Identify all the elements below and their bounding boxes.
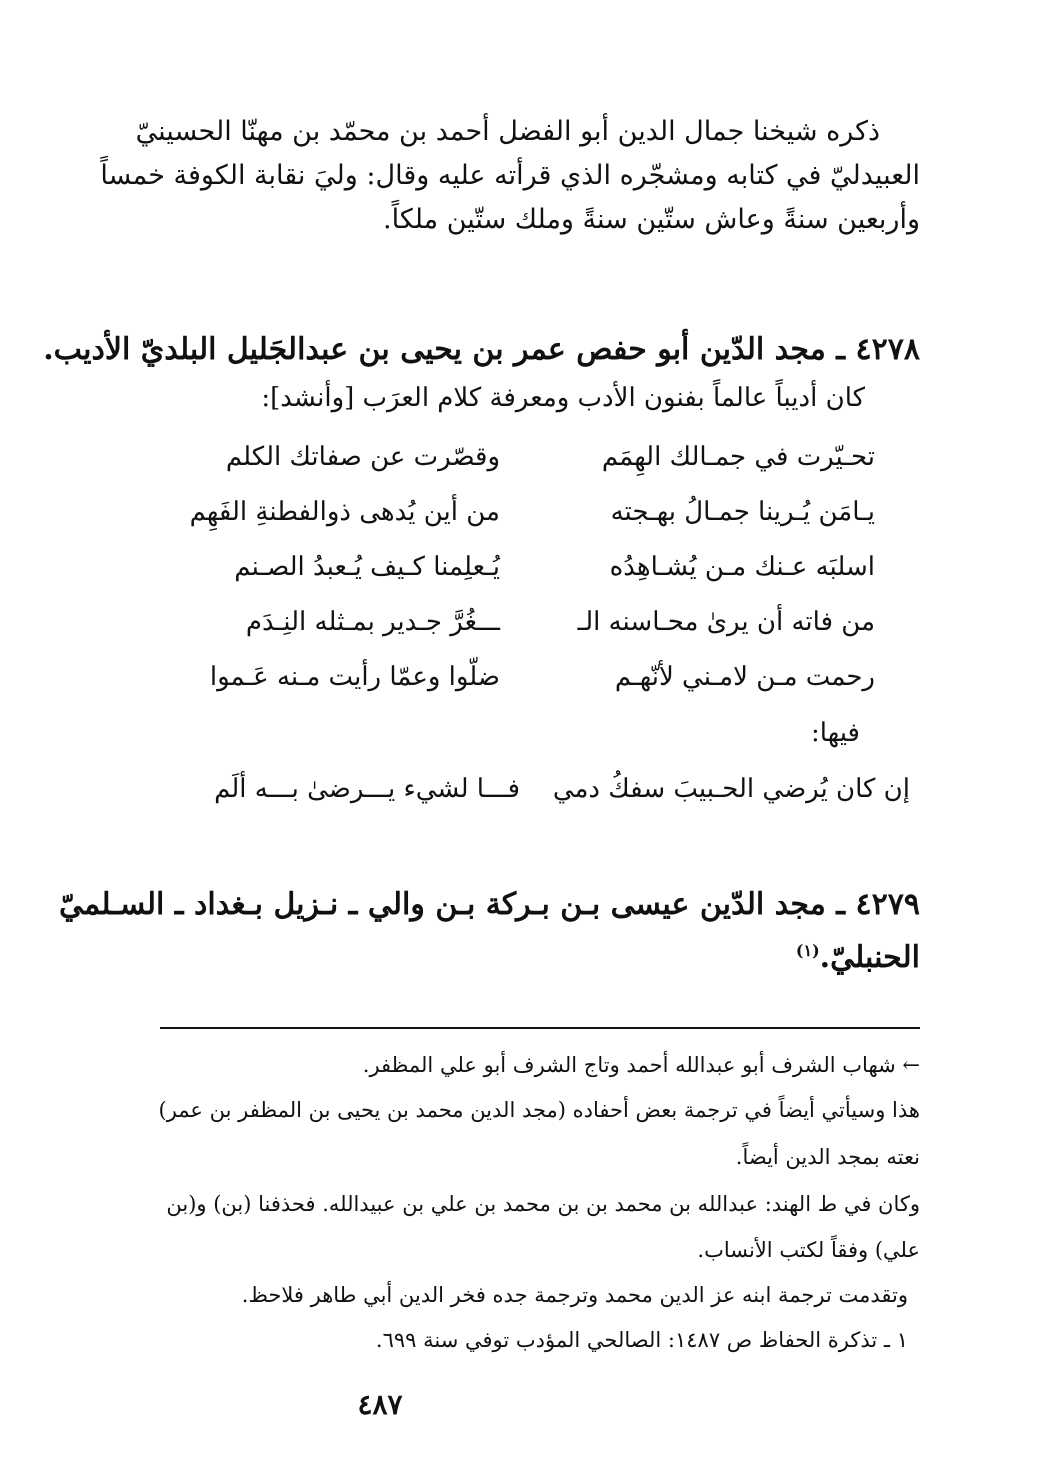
- entry-4279-heading: [58, 880, 920, 930]
- footnote-separator: [160, 1027, 920, 1029]
- entry-4278-intro: كان أديباً عالماً بفنون الأدب ومعرفة كلام العرَب [وأنشد]:: [261, 383, 865, 413]
- footnote-line: ← شهاب الشرف أبو عبدالله أحمد وتاج الشرف أبو علي المظفر.: [362, 1053, 920, 1077]
- last-verse-right: إن كان يُرضي الحـبيبَ سفكُ دمي: [552, 774, 910, 804]
- intro-line: ذكره شيخنا جمال الدين أبو الفضل أحمد بن محمّد بن مهنّا الحسينيّ: [135, 116, 880, 147]
- verse-1-left: وقصّرت عن صفاتك الكلم: [225, 442, 500, 472]
- intro-line: العبيدليّ في كتابه ومشجّره الذي قرأته عليه وقال: وليَ نقابة الكوفة خمساً: [100, 160, 920, 191]
- last-verse-left: فـــا لشيء يـــرضىٰ بـــه ألَم: [214, 774, 520, 804]
- entry-4278-heading: ٤٢٧٨ ـ مجد الدّين أبو حفص عمر بن يحيى بن عبدالجَليل البلديّ الأديب.: [43, 332, 920, 367]
- verse-1-right: تحـيّرت في جمـالك الهِمَم: [601, 442, 875, 472]
- footnote-line: وكان في ط الهند: عبدالله بن محمد بن بن محمد بن علي بن عبيدالله. فحذفنا (بن) و(بن: [166, 1192, 920, 1216]
- page-number: ٤٨٧: [357, 1388, 403, 1421]
- entry-4279-heading-line2: الحنبليّ.: [819, 940, 920, 975]
- verse-3-right: اسلبَه عـنك مـن يُشـاهِدُه: [609, 552, 875, 582]
- verse-4-right: من فاته أن يرىٰ محـاسنه الـ: [577, 607, 875, 637]
- document-page: [43, 0, 920, 1475]
- footnote-line: هذا وسيأتي أيضاً في ترجمة بعض أحفاده (مجد الدين محمد بن يحيى بن المظفر بن عمر): [158, 1098, 920, 1122]
- verse-3-left: يُـعلِمنا كـيف يُـعبدُ الصـنم: [234, 552, 500, 582]
- footnote-line: نعته بمجد الدين أيضاً.: [735, 1145, 920, 1169]
- verse-5-left: ضلّوا وعمّا رأيت مـنه عَـموا: [209, 662, 500, 692]
- intro-line: وأربعين سنةً وعاش ستّين سنةً وملك ستّين ملكاً.: [383, 204, 920, 235]
- footnote-line: وتقدمت ترجمة ابنه عز الدين محمد وترجمة جده فخر الدين أبي طاهر فلاحظ.: [241, 1283, 908, 1307]
- entry-4279-heading-2: [160, 926, 920, 983]
- footnote-line: ١ ـ تذكرة الحفاظ ص ١٤٨٧: الصالحي المؤدب توفي سنة ٦٩٩.: [375, 1328, 908, 1352]
- verse-5-right: رحمت مـن لامـني لأنّهـم: [614, 662, 875, 692]
- footnote-line: علي) وفقاً لكتب الأنساب.: [697, 1238, 920, 1262]
- verse-4-left: ـــغُرَّ جـدير بمـثله النِـدَم: [245, 607, 500, 637]
- verse-fiha-label: فيها:: [811, 718, 860, 748]
- intro-paragraph: [100, 112, 920, 240]
- verse-2-left: من أين يُدهى ذوالفطنةِ الفَهِم: [189, 497, 500, 527]
- verse-2-right: يـامَن يُـرينا جمـالُ بهـجته: [610, 497, 875, 527]
- footnote-ref: (١): [795, 941, 820, 960]
- entry-4279-heading-line1: ٤٢٧٩ ـ مجد الدّين عيسى بـن بـركة بـن والي ـ نـزيل بـغداد ـ السـلميّ: [58, 887, 920, 922]
